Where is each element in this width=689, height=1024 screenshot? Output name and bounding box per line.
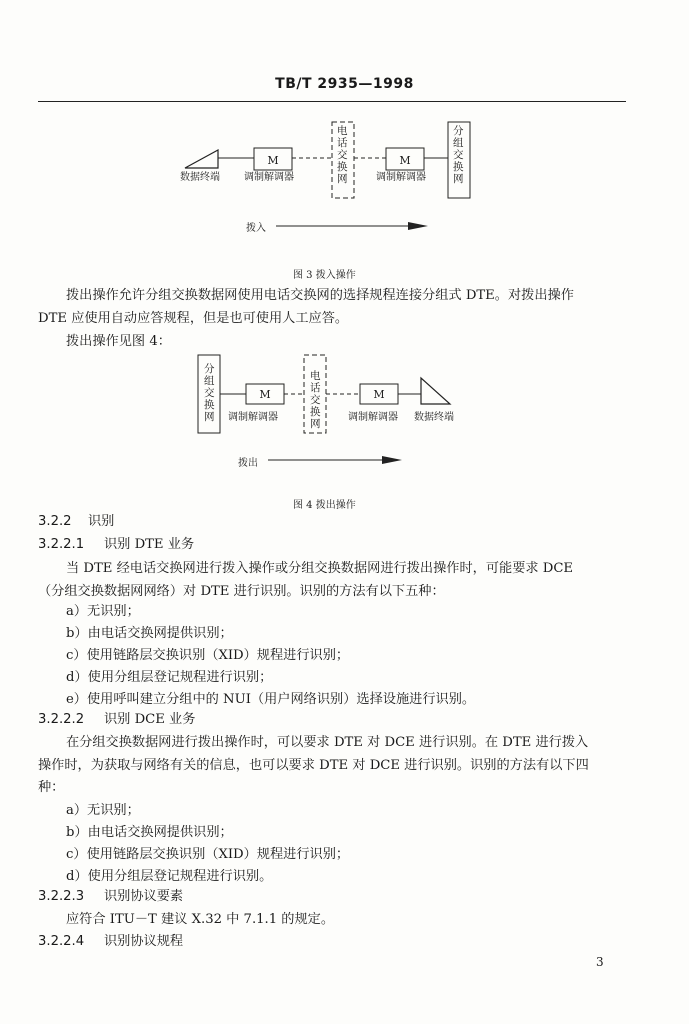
paragraph-line: 拨出操作允许分组交换数据网使用电话交换网的选择规程连接分组式 DTE。对拨出操作 xyxy=(66,288,574,303)
paragraph-line: 在分组交换数据网进行拨出操作时，可以要求 DTE 对 DCE 进行识别。在 DTE 进行拨入 xyxy=(66,735,589,750)
modem-symbol: M xyxy=(259,388,271,401)
section-title: 识别协议规程 xyxy=(104,934,184,949)
section-number: 3.2.2.2 xyxy=(38,712,85,727)
data-terminal-shape xyxy=(421,378,450,404)
direction-label: 拨入 xyxy=(246,223,266,234)
list-item: d）使用分组层登记规程进行识别； xyxy=(66,670,273,685)
data-terminal-label: 数据终端 xyxy=(180,172,220,183)
paragraph-line: 种： xyxy=(38,780,65,795)
list-item: b）由电话交换网提供识别； xyxy=(66,825,233,840)
list-item: b）由电话交换网提供识别； xyxy=(66,626,233,641)
paragraph-line: 当 DTE 经电话交换网进行拨入操作或分组交换数据网进行拨出操作时，可能要求 DCE xyxy=(66,561,574,576)
data-terminal-shape xyxy=(185,150,218,168)
figure-3-caption: 图 3 拨入操作 xyxy=(293,270,356,281)
direction-arrow-head xyxy=(382,456,402,464)
figure-4-caption: 图 4 拨出操作 xyxy=(293,500,356,511)
section-title: 识别 xyxy=(88,514,115,529)
modem-symbol: M xyxy=(399,154,411,167)
section-number: 3.2.2.3 xyxy=(38,889,85,904)
data-terminal-label: 数据终端 xyxy=(414,412,454,423)
telephone-network-label: 电话交换网 xyxy=(310,370,321,430)
section-number: 3.2.2.1 xyxy=(38,537,85,552)
list-item: d）使用分组层登记规程进行识别。 xyxy=(66,869,273,884)
section-title: 识别协议要素 xyxy=(104,889,184,904)
direction-arrow-head xyxy=(408,222,428,230)
packet-network-label: 分组交换网 xyxy=(453,125,464,185)
paragraph-line: 拨出操作见图 4： xyxy=(66,334,171,349)
list-item: a）无识别； xyxy=(66,803,140,818)
paragraph-line: 应符合 ITU－T 建议 X.32 中 7.1.1 的规定。 xyxy=(66,912,335,927)
modem-label: 调制解调器 xyxy=(228,412,278,423)
document-header: TB/T 2935—1998 xyxy=(275,76,414,92)
figure-4-diagram xyxy=(0,350,689,470)
modem-label: 调制解调器 xyxy=(244,172,294,183)
paragraph-line: DTE 应使用自动应答规程，但是也可使用人工应答。 xyxy=(38,311,349,326)
list-item: c）使用链路层交换识别（XID）规程进行识别； xyxy=(66,847,350,862)
modem-label: 调制解调器 xyxy=(376,172,426,183)
packet-network-label: 分组交换网 xyxy=(204,363,215,423)
modem-label: 调制解调器 xyxy=(348,412,398,423)
section-number: 3.2.2 xyxy=(38,514,72,529)
section-number: 3.2.2.4 xyxy=(38,934,85,949)
telephone-network-label: 电话交换网 xyxy=(337,125,348,185)
modem-symbol: M xyxy=(373,388,385,401)
list-item: c）使用链路层交换识别（XID）规程进行识别； xyxy=(66,648,350,663)
paragraph-line: （分组交换数据网网络）对 DTE 进行识别。识别的方法有以下五种： xyxy=(38,584,445,599)
list-item: a）无识别； xyxy=(66,604,140,619)
section-title: 识别 DCE 业务 xyxy=(104,712,196,727)
direction-label: 拨出 xyxy=(238,458,258,469)
section-title: 识别 DTE 业务 xyxy=(104,537,195,552)
list-item: e）使用呼叫建立分组中的 NUI（用户网络识别）选择设施进行识别。 xyxy=(66,692,476,707)
page-number: 3 xyxy=(596,955,604,969)
header-rule xyxy=(38,101,626,102)
paragraph-line: 操作时，为获取与网络有关的信息，也可以要求 DTE 对 DCE 进行识别。识别的方法有以下四 xyxy=(38,758,589,773)
modem-symbol: M xyxy=(267,154,279,167)
